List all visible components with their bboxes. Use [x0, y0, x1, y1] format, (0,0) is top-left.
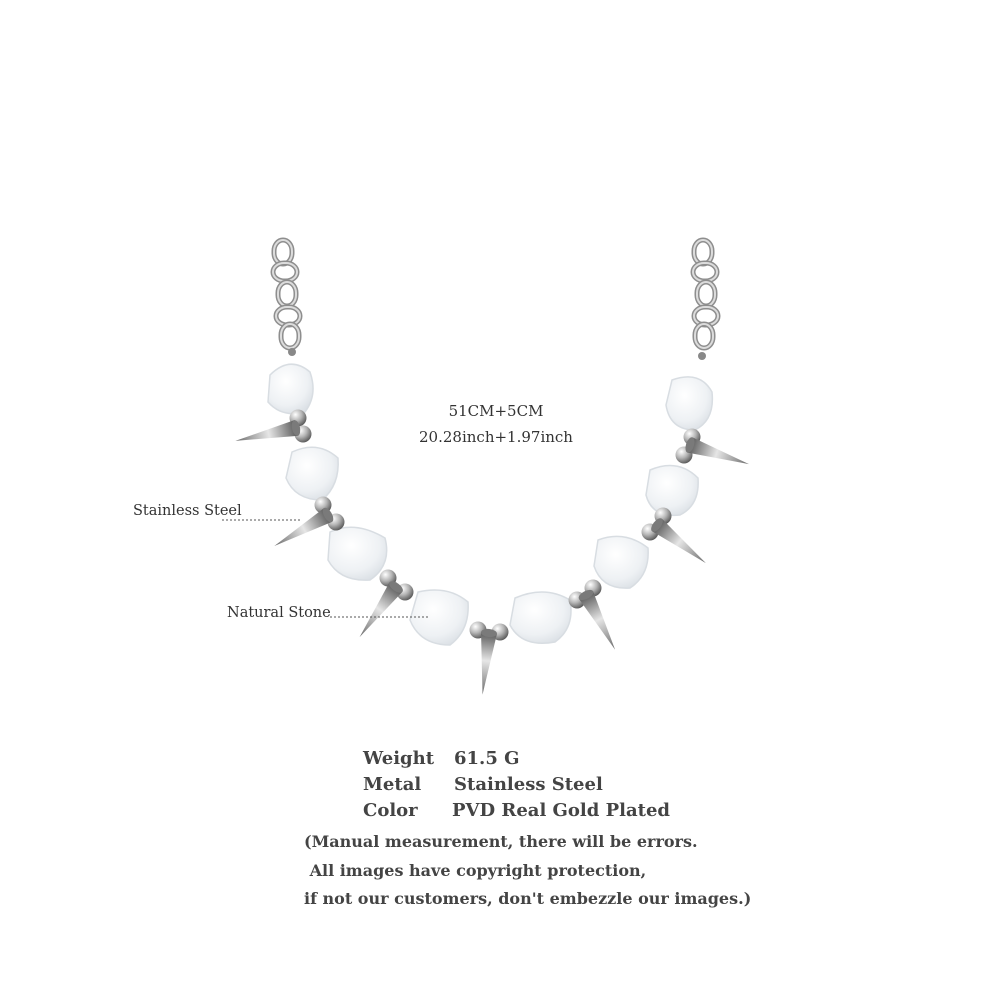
spec-label-color: Color: [363, 800, 418, 821]
size-cm: 51CM+5CM: [448, 402, 544, 420]
callout-natural-stone: Natural Stone: [227, 605, 331, 621]
spec-value-metal: Stainless Steel: [454, 774, 603, 795]
spec-value-color: PVD Real Gold Plated: [452, 800, 671, 821]
spec-value-weight: 61.5 G: [454, 748, 520, 769]
disclaimer-line-1: (Manual measurement, there will be errors.: [304, 832, 698, 851]
disclaimer-line-2: All images have copyright protection,: [304, 861, 647, 880]
callout-stainless-steel: Stainless Steel: [133, 503, 242, 519]
right-chain: [693, 240, 718, 360]
spec-label-weight: Weight: [363, 748, 435, 769]
disclaimer-line-3: if not our customers, don't embezzle our images.): [304, 889, 752, 908]
spec-label-metal: Metal: [363, 774, 422, 795]
size-inch: 20.28inch+1.97inch: [419, 428, 573, 446]
left-chain: [273, 240, 300, 356]
